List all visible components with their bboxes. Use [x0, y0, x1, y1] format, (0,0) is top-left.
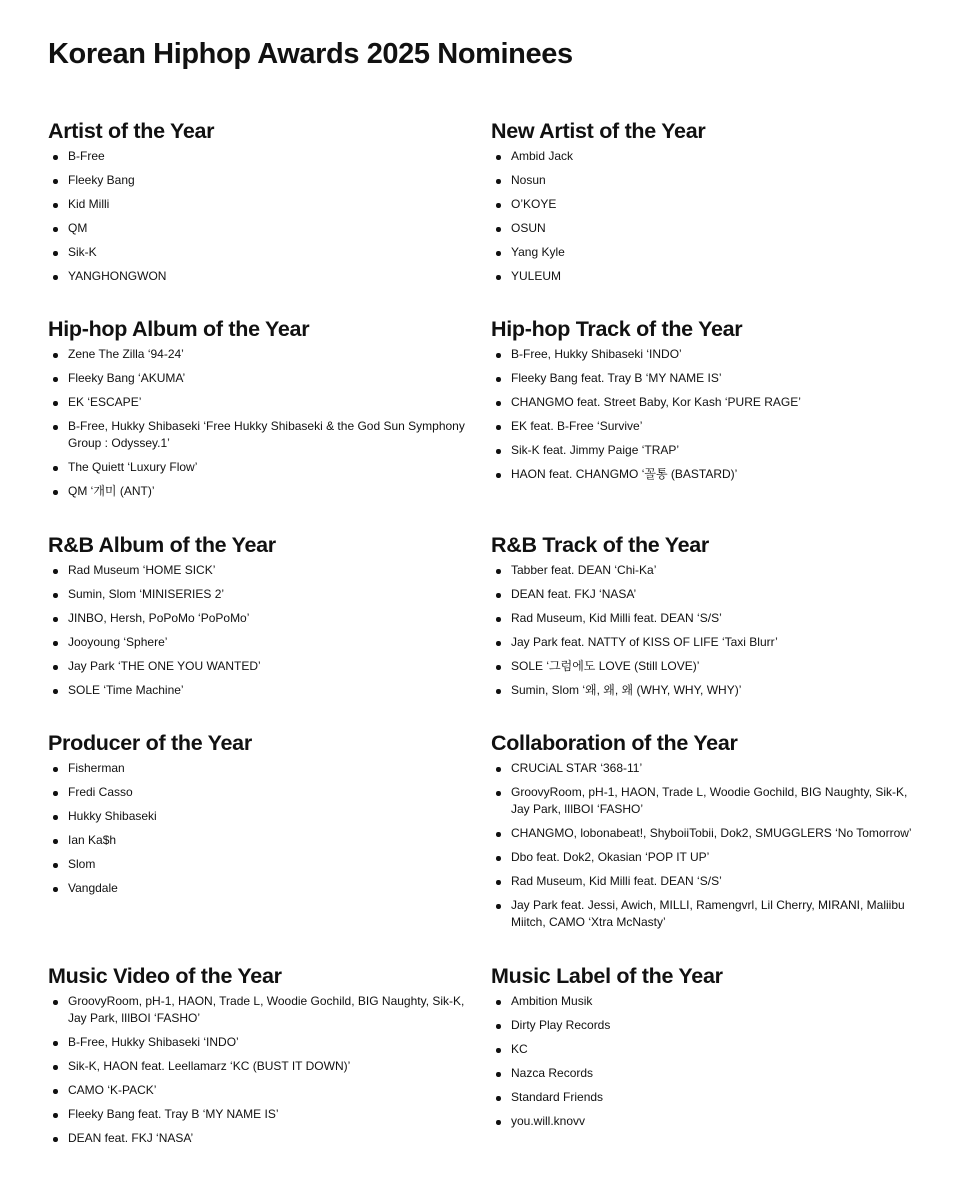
nominee-item: Jay Park feat. NATTY of KISS OF LIFE ‘Taxi Blurr’ — [491, 634, 921, 651]
nominee-item: YULEUM — [491, 268, 921, 285]
category-heading: R&B Album of the Year — [48, 533, 276, 557]
nominee-item: you.will.knovv — [491, 1113, 921, 1130]
nominee-item: YANGHONGWON — [48, 268, 478, 285]
nominee-item: QM ‘개미 (ANT)’ — [48, 483, 478, 500]
nominee-list — [491, 562, 921, 699]
nominee-item: B-Free, Hukky Shibaseki ‘Free Hukky Shibaseki & the God Sun Symphony Group : Odyssey.1’ — [48, 418, 478, 452]
nominee-item: Nosun — [491, 172, 921, 189]
nominee-item: Rad Museum, Kid Milli feat. DEAN ‘S/S’ — [491, 610, 921, 627]
category-heading: Music Label of the Year — [491, 964, 723, 988]
category-hiphop-album-of-the-year — [48, 315, 478, 507]
category-heading: New Artist of the Year — [491, 119, 706, 143]
nominee-item: O’KOYE — [491, 196, 921, 213]
nominee-list — [48, 760, 478, 897]
category-heading: R&B Track of the Year — [491, 533, 709, 557]
nominee-list — [48, 346, 478, 500]
nominee-item: EK feat. B-Free ‘Survive’ — [491, 418, 921, 435]
category-heading: Producer of the Year — [48, 731, 252, 755]
nominee-item: SOLE ‘Time Machine’ — [48, 682, 478, 699]
nominee-list — [491, 760, 921, 931]
nominee-item: Dbo feat. Dok2, Okasian ‘POP IT UP’ — [491, 849, 921, 866]
category-rnb-track-of-the-year — [491, 531, 921, 706]
nominee-item: Fleeky Bang feat. Tray B ‘MY NAME IS’ — [48, 1106, 478, 1123]
nominee-item: JINBO, Hersh, PoPoMo ‘PoPoMo’ — [48, 610, 478, 627]
nominee-item: CRUCiAL STAR ‘368-11’ — [491, 760, 921, 777]
category-hiphop-track-of-the-year — [491, 315, 921, 490]
nominee-item: Fleeky Bang — [48, 172, 478, 189]
nominee-item: GroovyRoom, pH-1, HAON, Trade L, Woodie Gochild, BIG Naughty, Sik-K, Jay Park, lIlBOI ‘FASHO’ — [491, 784, 921, 818]
nominee-item: CHANGMO, lobonabeat!, ShyboiiTobii, Dok2, SMUGGLERS ‘No Tomorrow’ — [491, 825, 921, 842]
nominee-item: OSUN — [491, 220, 921, 237]
nominee-item: QM — [48, 220, 478, 237]
category-new-artist-of-the-year — [491, 117, 921, 292]
nominee-item: Ian Ka$h — [48, 832, 478, 849]
nominee-item: B-Free — [48, 148, 478, 165]
category-heading: Hip-hop Album of the Year — [48, 317, 310, 341]
nominee-item: DEAN feat. FKJ ‘NASA’ — [491, 586, 921, 603]
nominee-item: Sik-K, HAON feat. Leellamarz ‘KC (BUST IT DOWN)’ — [48, 1058, 478, 1075]
nominee-list — [491, 148, 921, 285]
nominee-item: Sumin, Slom ‘왜, 왜, 왜 (WHY, WHY, WHY)’ — [491, 682, 921, 699]
nominee-item: B-Free, Hukky Shibaseki ‘INDO’ — [48, 1034, 478, 1051]
nominee-item: Kid Milli — [48, 196, 478, 213]
category-music-video-of-the-year — [48, 962, 478, 1154]
page-title: Korean Hiphop Awards 2025 Nominees — [48, 38, 573, 70]
nominee-item: Rad Museum ‘HOME SICK’ — [48, 562, 478, 579]
nominee-item: Fisherman — [48, 760, 478, 777]
nominee-item: Ambid Jack — [491, 148, 921, 165]
nominee-list — [48, 562, 478, 699]
nominee-item: Jay Park ‘THE ONE YOU WANTED’ — [48, 658, 478, 675]
category-heading: Music Video of the Year — [48, 964, 282, 988]
nominee-item: Standard Friends — [491, 1089, 921, 1106]
nominee-item: GroovyRoom, pH-1, HAON, Trade L, Woodie Gochild, BIG Naughty, Sik-K, Jay Park, lIlBOI ‘FASHO’ — [48, 993, 478, 1027]
nominee-item: B-Free, Hukky Shibaseki ‘INDO’ — [491, 346, 921, 363]
nominee-list — [48, 148, 478, 285]
nominee-item: Yang Kyle — [491, 244, 921, 261]
nominee-item: Hukky Shibaseki — [48, 808, 478, 825]
category-producer-of-the-year — [48, 729, 478, 904]
category-heading: Hip-hop Track of the Year — [491, 317, 743, 341]
nominee-item: Dirty Play Records — [491, 1017, 921, 1034]
nominee-list — [48, 993, 478, 1147]
nominee-item: Ambition Musik — [491, 993, 921, 1010]
nominee-item: Fleeky Bang feat. Tray B ‘MY NAME IS’ — [491, 370, 921, 387]
nominee-item: Sumin, Slom ‘MINISERIES 2’ — [48, 586, 478, 603]
nominee-item: Jooyoung ‘Sphere’ — [48, 634, 478, 651]
nominee-list — [491, 993, 921, 1130]
nominee-item: Zene The Zilla ‘94-24’ — [48, 346, 478, 363]
nominee-item: SOLE ‘그럼에도 LOVE (Still LOVE)’ — [491, 658, 921, 675]
nominee-item: KC — [491, 1041, 921, 1058]
nominee-item: EK ‘ESCAPE’ — [48, 394, 478, 411]
category-music-label-of-the-year — [491, 962, 921, 1137]
nominee-item: Fleeky Bang ‘AKUMA’ — [48, 370, 478, 387]
nominee-item: Fredi Casso — [48, 784, 478, 801]
nominee-item: Jay Park feat. Jessi, Awich, MILLI, Ramengvrl, Lil Cherry, MIRANI, Maliibu Miitch, CAMO ‘Xtra McNasty’ — [491, 897, 921, 931]
nominee-item: HAON feat. CHANGMO ‘꼴통 (BASTARD)’ — [491, 466, 921, 483]
category-rnb-album-of-the-year — [48, 531, 478, 706]
nominee-item: Tabber feat. DEAN ‘Chi-Ka’ — [491, 562, 921, 579]
nominee-list — [491, 346, 921, 483]
nominee-item: The Quiett ‘Luxury Flow’ — [48, 459, 478, 476]
category-heading: Artist of the Year — [48, 119, 215, 143]
nominee-item: Sik-K feat. Jimmy Paige ‘TRAP’ — [491, 442, 921, 459]
nominee-item: Nazca Records — [491, 1065, 921, 1082]
nominee-item: Sik-K — [48, 244, 478, 261]
nominee-item: CHANGMO feat. Street Baby, Kor Kash ‘PURE RAGE’ — [491, 394, 921, 411]
category-artist-of-the-year — [48, 117, 478, 292]
nominee-item: Slom — [48, 856, 478, 873]
category-collaboration-of-the-year — [491, 729, 921, 938]
nominee-item: DEAN feat. FKJ ‘NASA’ — [48, 1130, 478, 1147]
category-heading: Collaboration of the Year — [491, 731, 738, 755]
nominee-item: Vangdale — [48, 880, 478, 897]
nominee-item: Rad Museum, Kid Milli feat. DEAN ‘S/S’ — [491, 873, 921, 890]
nominee-item: CAMO ‘K-PACK’ — [48, 1082, 478, 1099]
